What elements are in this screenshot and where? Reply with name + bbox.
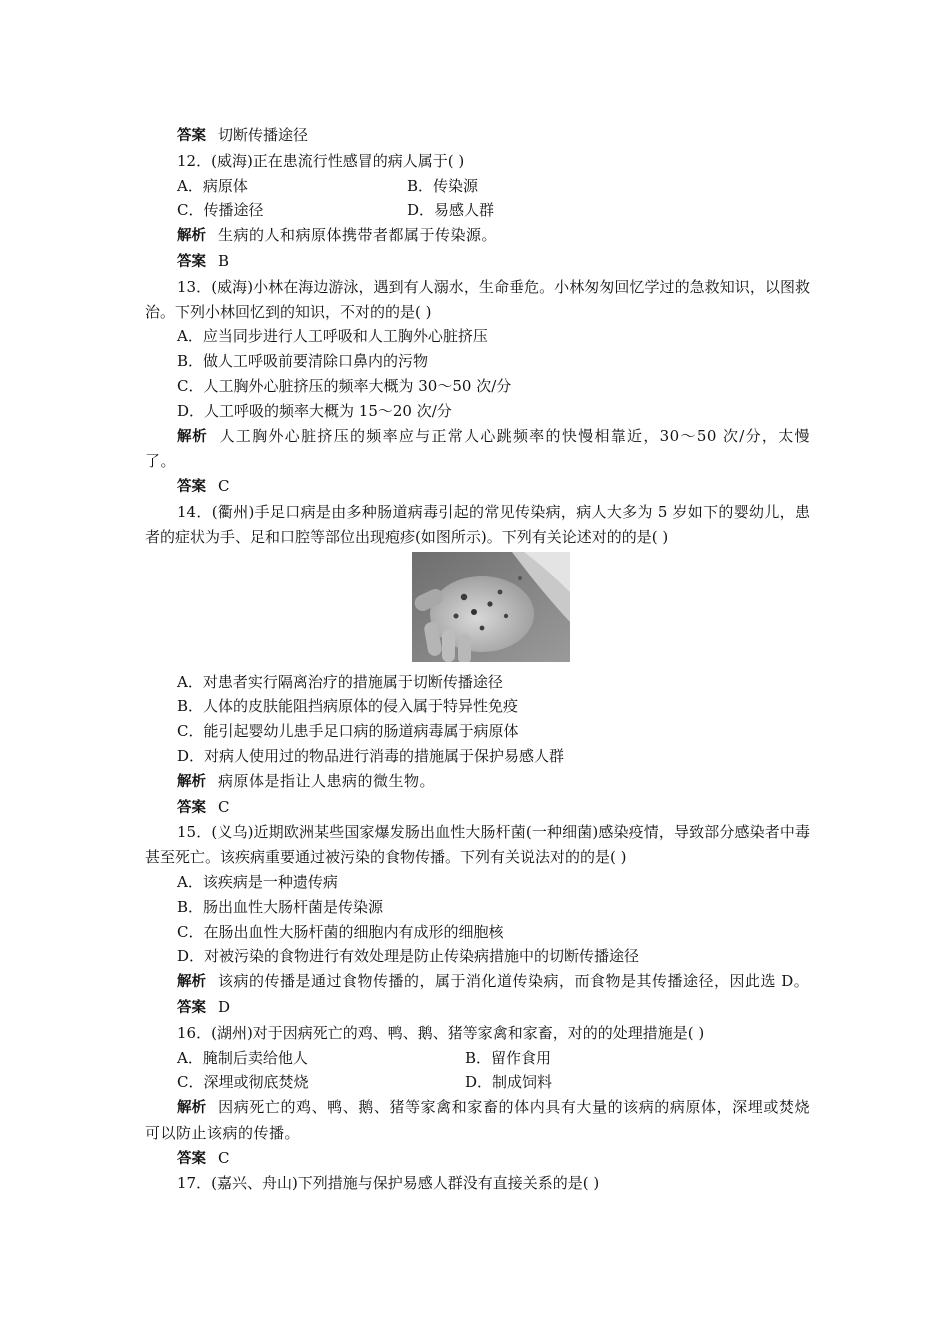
analysis-label: 解析 xyxy=(177,773,206,790)
question-12-options-row-2 xyxy=(145,198,810,223)
option-b: B．做人工呼吸前要清除口鼻内的污物 xyxy=(177,352,429,371)
hand-rash-photo xyxy=(412,552,570,662)
answer-text: C xyxy=(218,1148,230,1167)
analysis-line xyxy=(145,424,810,475)
option-b: B．人体的皮肤能阻挡病原体的侵入属于特异性免疫 xyxy=(177,697,519,716)
option-a: A．病原体 xyxy=(177,176,248,195)
analysis-line xyxy=(145,769,810,795)
answer-label: 答案 xyxy=(177,1150,206,1167)
option-b: B．肠出血性大肠杆菌是传染源 xyxy=(177,897,384,916)
question-16-options-row-1 xyxy=(145,1046,810,1071)
analysis-text: 生病的人和病原体携带者都属于传染源。 xyxy=(218,226,498,245)
question-13-stem: 13．(威海)小林在海边游泳，遇到有人溺水，生命垂危。小林匆匆回忆学过的急救知识，以图救治。下列小林回忆到的知识，不对的的是( ) xyxy=(145,277,810,321)
question-16-options-row-2 xyxy=(145,1070,810,1095)
option-b: B．传染源 xyxy=(407,176,479,195)
answer-line xyxy=(145,123,810,149)
option-a: A．对患者实行隔离治疗的措施属于切断传播途径 xyxy=(177,672,503,691)
option-a: A．应当同步进行人工呼吸和人工胸外心脏挤压 xyxy=(177,327,488,346)
analysis-line xyxy=(145,1095,810,1146)
option-d: D．易感人群 xyxy=(407,201,495,220)
question-14-stem: 14．(衢州)手足口病是由多种肠道病毒引起的常见传染病，病人大多为 5 岁如下的婴幼儿，患者的症状为手、足和口腔等部位出现疱疹(如图所示)。下列有关论述对的的是( ) xyxy=(145,502,810,546)
question-16-stem: 16．(湖州)对于因病死亡的鸡、鸭、鹅、猪等家禽和家畜，对的的处理措施是( ) xyxy=(177,1023,705,1042)
option-c: C．在肠出血性大肠杆菌的细胞内有成形的细胞核 xyxy=(177,922,504,941)
answer-text: C xyxy=(218,477,230,496)
answer-text: B xyxy=(218,251,230,270)
answer-label: 答案 xyxy=(177,799,206,816)
analysis-line xyxy=(145,223,810,249)
analysis-text: 该病的传播是通过食物传播的，属于消化道传染病，而食物是其传播途径，因此选 D。 xyxy=(218,972,810,991)
answer-line xyxy=(145,474,810,500)
option-d: D．对被污染的食物进行有效处理是防止传染病措施中的切断传播途径 xyxy=(177,947,640,966)
option-c: C．深埋或彻底焚烧 xyxy=(177,1073,309,1092)
analysis-label: 解析 xyxy=(177,1100,207,1117)
option-c: C．人工胸外心脏挤压的频率大概为 30～50 次/分 xyxy=(177,376,512,395)
analysis-label: 解析 xyxy=(177,228,206,245)
analysis-text: 病原体是指让人患病的微生物。 xyxy=(218,771,436,790)
option-d: D．对病人使用过的物品进行消毒的措施属于保护易感人群 xyxy=(177,746,565,765)
answer-label: 答案 xyxy=(177,253,206,270)
analysis-line xyxy=(145,969,810,995)
option-c: C．传播途径 xyxy=(177,201,264,220)
document-page xyxy=(145,123,810,1196)
option-a: A．该疾病是一种遗传病 xyxy=(177,872,338,891)
answer-text: D xyxy=(218,997,231,1016)
option-b: B．留作食用 xyxy=(465,1048,552,1067)
answer-line xyxy=(145,249,810,275)
option-c: C．能引起婴幼儿患手足口病的肠道病毒属于病原体 xyxy=(177,722,519,741)
answer-line xyxy=(145,1146,810,1172)
answer-text: C xyxy=(218,797,230,816)
answer-label: 答案 xyxy=(177,479,206,496)
answer-label: 答案 xyxy=(177,999,206,1016)
answer-label: 答案 xyxy=(177,128,206,144)
analysis-text: 因病死亡的鸡、鸭、鹅、猪等家禽和家畜的体内具有大量的该病的病原体，深埋或焚烧可以防止该病的传播。 xyxy=(145,1098,810,1142)
option-d: D．人工呼吸的频率大概为 15～20 次/分 xyxy=(177,401,452,420)
answer-line xyxy=(145,795,810,821)
answer-text: 切断传播途径 xyxy=(218,126,309,144)
option-a: A．腌制后卖给他人 xyxy=(177,1048,308,1067)
answer-line xyxy=(145,995,810,1021)
option-d: D．制成饲料 xyxy=(465,1073,553,1092)
analysis-text: 人工胸外心脏挤压的频率应与正常人心跳频率的快慢相靠近，30～50 次/分，太慢了。 xyxy=(145,426,811,471)
question-15-stem: 15．(义乌)近期欧洲某些国家爆发肠出血性大肠杆菌(一种细菌)感染疫情，导致部分感染者中毒甚至死亡。该疾病重要通过被污染的食物传播。下列有关说法对的的是( ) xyxy=(145,823,810,867)
question-17-stem: 17．(嘉兴、舟山)下列措施与保护易感人群没有直接关系的是( ) xyxy=(177,1174,600,1193)
question-12-options-row-1 xyxy=(145,174,810,199)
question-12-stem: 12．(威海)正在患流行性感冒的病人属于( ) xyxy=(177,151,465,170)
analysis-label: 解析 xyxy=(177,974,206,991)
analysis-label: 解析 xyxy=(177,428,208,445)
